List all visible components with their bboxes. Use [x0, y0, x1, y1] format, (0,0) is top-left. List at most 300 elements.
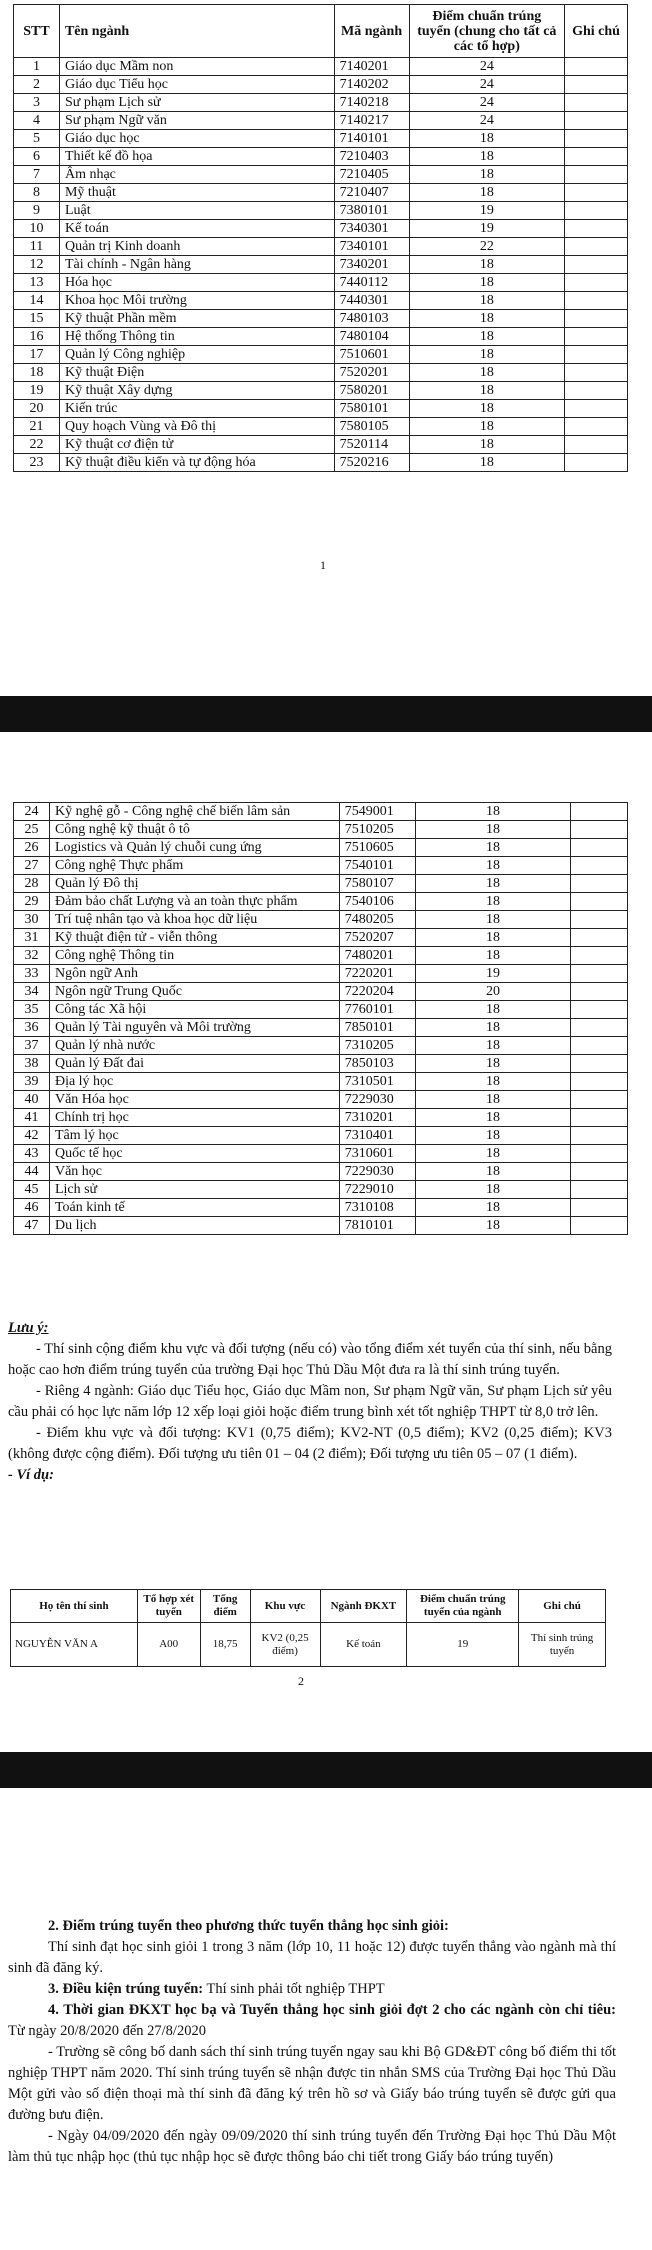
cell-stt: 16 — [14, 328, 60, 346]
cell-note — [571, 1163, 628, 1181]
cell-stt: 17 — [14, 346, 60, 364]
cell-stt: 27 — [14, 857, 50, 875]
table-row — [14, 112, 628, 130]
table-row — [14, 436, 628, 454]
cell-score: 18 — [409, 130, 565, 148]
cell-score: 18 — [409, 184, 565, 202]
cell-stt: 19 — [14, 382, 60, 400]
col-header-name: Tên ngành — [59, 5, 334, 58]
cell-code: 7210403 — [334, 148, 409, 166]
cell-score: 24 — [409, 94, 565, 112]
table-row — [14, 1055, 628, 1073]
cell-score: 18 — [415, 911, 570, 929]
table-row — [14, 1163, 628, 1181]
cell-code: 7520207 — [339, 929, 415, 947]
table-row — [14, 58, 628, 76]
table-row — [14, 364, 628, 382]
cell-score: 18 — [415, 1037, 570, 1055]
example-col-header: Khu vực — [250, 1590, 320, 1623]
example-cell: NGUYỄN VĂN A — [11, 1623, 138, 1667]
example-col-header: Ghi chú — [519, 1590, 606, 1623]
cell-score: 24 — [409, 112, 565, 130]
cell-name: Quản lý nhà nước — [49, 1037, 339, 1055]
table-row — [14, 76, 628, 94]
cell-score: 18 — [409, 148, 565, 166]
cell-note — [571, 1001, 628, 1019]
cell-code: 7580201 — [334, 382, 409, 400]
table-row — [14, 454, 628, 472]
cell-code: 7340201 — [334, 256, 409, 274]
cell-note — [565, 310, 628, 328]
note-paragraph: - Riêng 4 ngành: Giáo dục Tiểu học, Giáo dục Mầm non, Sư phạm Ngữ văn, Sư phạm Lịch sử yêu cầu phải có học lực năm lớp 12 xếp loại giỏi hoặc điểm trung bình xét tốt nghiệp THPT từ 8,0 trở lên. — [8, 1383, 612, 1420]
cell-name: Khoa học Môi trường — [59, 292, 334, 310]
cell-name: Quốc tế học — [49, 1145, 339, 1163]
cell-note — [571, 857, 628, 875]
cell-name: Ngôn ngữ Anh — [49, 965, 339, 983]
cell-name: Kỹ thuật điện tử - viễn thông — [49, 929, 339, 947]
cell-stt: 39 — [14, 1073, 50, 1091]
cell-code: 7540101 — [339, 857, 415, 875]
cell-score: 18 — [409, 364, 565, 382]
table-row — [14, 1127, 628, 1145]
cell-score: 24 — [409, 58, 565, 76]
cell-stt: 24 — [14, 803, 50, 821]
cell-note — [565, 184, 628, 202]
cell-score: 18 — [415, 1181, 570, 1199]
cell-score: 18 — [409, 310, 565, 328]
cell-code: 7310401 — [339, 1127, 415, 1145]
cell-note — [565, 238, 628, 256]
cell-score: 19 — [409, 202, 565, 220]
cell-score: 18 — [415, 839, 570, 857]
cell-stt: 36 — [14, 1019, 50, 1037]
cell-score: 18 — [409, 454, 565, 472]
notes-heading: Lưu ý: — [8, 1320, 49, 1336]
cell-name: Sư phạm Ngữ văn — [59, 112, 334, 130]
col-header-stt: STT — [14, 5, 60, 58]
cell-stt: 32 — [14, 947, 50, 965]
cell-stt: 1 — [14, 58, 60, 76]
cell-score: 18 — [415, 893, 570, 911]
cell-code: 7850103 — [339, 1055, 415, 1073]
cell-note — [565, 418, 628, 436]
cell-score: 18 — [415, 875, 570, 893]
cell-name: Luật — [59, 202, 334, 220]
admission-table-2 — [13, 802, 628, 1235]
cell-stt: 45 — [14, 1181, 50, 1199]
page-number: 1 — [320, 558, 326, 572]
cell-name: Quản lý Đất đai — [49, 1055, 339, 1073]
cell-score: 18 — [415, 929, 570, 947]
table-row — [14, 983, 628, 1001]
cell-code: 7520201 — [334, 364, 409, 382]
cell-note — [565, 382, 628, 400]
table-row — [14, 1073, 628, 1091]
cell-stt: 10 — [14, 220, 60, 238]
table-row — [14, 274, 628, 292]
section-paragraph: - Ngày 04/09/2020 đến ngày 09/09/2020 thí sinh trúng tuyển đến Trường Đại học Thủ Dầu Một làm thủ tục nhập học (thủ tục nhập học sẽ được thông báo chi tiết trong Giấy báo trúng tuyển) — [8, 2128, 616, 2165]
cell-score: 18 — [415, 1091, 570, 1109]
table-row — [14, 202, 628, 220]
cell-name: Văn học — [49, 1163, 339, 1181]
cell-score: 18 — [415, 1163, 570, 1181]
cell-name: Công nghệ Thực phẩm — [49, 857, 339, 875]
cell-note — [565, 328, 628, 346]
section-paragraph: Thí sinh đạt học sinh giỏi 1 trong 3 năm (lớp 10, 11 hoặc 12) được tuyển thẳng vào ngành mà thí sinh đã đăng ký. — [8, 1939, 616, 1976]
cell-score: 18 — [409, 400, 565, 418]
cell-code: 7580107 — [339, 875, 415, 893]
table-row — [14, 1199, 628, 1217]
cell-note — [571, 1127, 628, 1145]
cell-code: 7510605 — [339, 839, 415, 857]
cell-note — [571, 1181, 628, 1199]
col-header-note: Ghi chú — [565, 5, 628, 58]
cell-note — [571, 1217, 628, 1235]
cell-name: Hệ thống Thông tin — [59, 328, 334, 346]
cell-stt: 3 — [14, 94, 60, 112]
section-heading: 2. Điểm trúng tuyển theo phương thức tuyển thẳng học sinh giỏi: — [48, 1918, 449, 1934]
cell-name: Đảm bảo chất Lượng và an toàn thực phẩm — [49, 893, 339, 911]
cell-stt: 25 — [14, 821, 50, 839]
example-col-header: Ngành ĐKXT — [320, 1590, 407, 1623]
section-heading: 4. Thời gian ĐKXT học bạ và Tuyển thẳng học sinh giỏi đợt 2 cho các ngành còn chỉ tiêu: — [48, 2002, 616, 2018]
cell-score: 18 — [415, 1001, 570, 1019]
example-cell: Kế toán — [320, 1623, 407, 1667]
cell-code: 7520114 — [334, 436, 409, 454]
cell-stt: 38 — [14, 1055, 50, 1073]
cell-code: 7520216 — [334, 454, 409, 472]
example-cell: 19 — [407, 1623, 519, 1667]
document-page-1 — [0, 0, 652, 696]
cell-code: 7310601 — [339, 1145, 415, 1163]
cell-code: 7229030 — [339, 1163, 415, 1181]
cell-code: 7220201 — [339, 965, 415, 983]
cell-score: 18 — [415, 1055, 570, 1073]
table-row — [14, 130, 628, 148]
table-row — [14, 310, 628, 328]
cell-note — [565, 202, 628, 220]
cell-code: 7229010 — [339, 1181, 415, 1199]
page-separator — [0, 1752, 652, 1788]
cell-stt: 23 — [14, 454, 60, 472]
section-heading: 3. Điều kiện trúng tuyển: — [48, 1981, 204, 1997]
cell-score: 18 — [415, 1145, 570, 1163]
cell-code: 7310501 — [339, 1073, 415, 1091]
cell-note — [571, 1109, 628, 1127]
cell-note — [571, 893, 628, 911]
cell-note — [571, 1019, 628, 1037]
cell-note — [565, 166, 628, 184]
table-row — [14, 1091, 628, 1109]
cell-stt: 34 — [14, 983, 50, 1001]
col-header-score: Điểm chuẩn trúng tuyển (chung cho tất cả các tổ hợp) — [409, 5, 565, 58]
section-text: Thí sinh phải tốt nghiệp THPT — [203, 1981, 385, 1997]
cell-note — [571, 1073, 628, 1091]
cell-stt: 15 — [14, 310, 60, 328]
cell-name: Tâm lý học — [49, 1127, 339, 1145]
cell-stt: 31 — [14, 929, 50, 947]
cell-name: Lịch sử — [49, 1181, 339, 1199]
table-row — [14, 947, 628, 965]
cell-name: Công nghệ Thông tin — [49, 947, 339, 965]
admission-table-1 — [13, 4, 628, 472]
example-col-header: Tổng điểm — [200, 1590, 250, 1623]
table-row — [14, 911, 628, 929]
cell-stt: 44 — [14, 1163, 50, 1181]
example-cell: 18,75 — [200, 1623, 250, 1667]
cell-note — [571, 839, 628, 857]
example-col-header: Tổ hợp xét tuyển — [137, 1590, 200, 1623]
cell-name: Giáo dục học — [59, 130, 334, 148]
cell-score: 19 — [415, 965, 570, 983]
cell-stt: 13 — [14, 274, 60, 292]
cell-name: Địa lý học — [49, 1073, 339, 1091]
cell-stt: 33 — [14, 965, 50, 983]
table-row — [14, 328, 628, 346]
cell-code: 7310205 — [339, 1037, 415, 1055]
table-row — [14, 965, 628, 983]
table-row — [14, 1001, 628, 1019]
table-row — [14, 148, 628, 166]
cell-note — [565, 364, 628, 382]
table-row — [14, 839, 628, 857]
table-row — [14, 821, 628, 839]
cell-code: 7340301 — [334, 220, 409, 238]
cell-score: 18 — [409, 328, 565, 346]
cell-name: Văn Hóa học — [49, 1091, 339, 1109]
cell-name: Quản trị Kinh doanh — [59, 238, 334, 256]
cell-note — [565, 436, 628, 454]
cell-note — [571, 1055, 628, 1073]
cell-stt: 22 — [14, 436, 60, 454]
cell-note — [571, 983, 628, 1001]
cell-name: Kế toán — [59, 220, 334, 238]
cell-stt: 37 — [14, 1037, 50, 1055]
cell-name: Sư phạm Lịch sử — [59, 94, 334, 112]
example-col-header: Họ tên thí sinh — [11, 1590, 138, 1623]
cell-score: 18 — [415, 1199, 570, 1217]
table-row — [14, 1217, 628, 1235]
cell-code: 7310108 — [339, 1199, 415, 1217]
cell-score: 22 — [409, 238, 565, 256]
page-number: 2 — [298, 1674, 304, 1688]
cell-score: 24 — [409, 76, 565, 94]
cell-score: 18 — [409, 418, 565, 436]
cell-code: 7210407 — [334, 184, 409, 202]
cell-name: Quy hoạch Vùng và Đô thị — [59, 418, 334, 436]
notes-block — [8, 1318, 612, 1486]
cell-score: 18 — [409, 292, 565, 310]
cell-stt: 6 — [14, 148, 60, 166]
cell-score: 18 — [415, 1127, 570, 1145]
cell-note — [565, 292, 628, 310]
cell-code: 7380101 — [334, 202, 409, 220]
cell-name: Công nghệ kỹ thuật ô tô — [49, 821, 339, 839]
cell-name: Công tác Xã hội — [49, 1001, 339, 1019]
table-row — [14, 1145, 628, 1163]
cell-code: 7140217 — [334, 112, 409, 130]
cell-note — [571, 1199, 628, 1217]
cell-score: 18 — [415, 1073, 570, 1091]
example-cell: A00 — [137, 1623, 200, 1667]
table-row — [14, 292, 628, 310]
cell-score: 18 — [415, 1109, 570, 1127]
cell-score: 18 — [409, 436, 565, 454]
table-row — [14, 929, 628, 947]
cell-name: Giáo dục Tiểu học — [59, 76, 334, 94]
cell-name: Giáo dục Mầm non — [59, 58, 334, 76]
example-cell: Thí sinh trúng tuyển — [519, 1623, 606, 1667]
cell-note — [565, 256, 628, 274]
cell-note — [565, 58, 628, 76]
cell-stt: 47 — [14, 1217, 50, 1235]
cell-note — [565, 130, 628, 148]
table-row — [14, 857, 628, 875]
cell-name: Kỹ nghệ gỗ - Công nghệ chế biến lâm sản — [49, 803, 339, 821]
cell-note — [571, 821, 628, 839]
cell-code: 7549001 — [339, 803, 415, 821]
cell-name: Logistics và Quản lý chuỗi cung ứng — [49, 839, 339, 857]
cell-score: 18 — [415, 1217, 570, 1235]
cell-stt: 11 — [14, 238, 60, 256]
cell-stt: 20 — [14, 400, 60, 418]
col-header-code: Mã ngành — [334, 5, 409, 58]
table-row — [14, 875, 628, 893]
cell-name: Kỹ thuật Điện — [59, 364, 334, 382]
cell-name: Trí tuệ nhân tạo và khoa học dữ liệu — [49, 911, 339, 929]
cell-stt: 8 — [14, 184, 60, 202]
cell-code: 7340101 — [334, 238, 409, 256]
cell-note — [571, 911, 628, 929]
cell-note — [571, 929, 628, 947]
cell-code: 7210405 — [334, 166, 409, 184]
cell-code: 7510601 — [334, 346, 409, 364]
cell-name: Quản lý Đô thị — [49, 875, 339, 893]
table-row — [14, 400, 628, 418]
table-row — [14, 94, 628, 112]
cell-name: Tài chính - Ngân hàng — [59, 256, 334, 274]
cell-code: 7229030 — [339, 1091, 415, 1109]
table-row — [14, 1109, 628, 1127]
cell-note — [565, 94, 628, 112]
table-row — [14, 238, 628, 256]
table-row — [14, 184, 628, 202]
cell-score: 18 — [415, 947, 570, 965]
cell-name: Thiết kế đồ họa — [59, 148, 334, 166]
cell-stt: 46 — [14, 1199, 50, 1217]
cell-score: 18 — [415, 857, 570, 875]
cell-stt: 7 — [14, 166, 60, 184]
cell-score: 19 — [409, 220, 565, 238]
cell-stt: 41 — [14, 1109, 50, 1127]
table-row — [14, 382, 628, 400]
cell-name: Âm nhạc — [59, 166, 334, 184]
cell-score: 18 — [409, 166, 565, 184]
table-row — [14, 893, 628, 911]
cell-name: Quản lý Tài nguyên và Môi trường — [49, 1019, 339, 1037]
cell-score: 18 — [409, 382, 565, 400]
cell-name: Kỹ thuật Phần mềm — [59, 310, 334, 328]
cell-code: 7850101 — [339, 1019, 415, 1037]
cell-note — [565, 148, 628, 166]
cell-score: 18 — [409, 274, 565, 292]
cell-note — [565, 220, 628, 238]
example-col-header: Điểm chuẩn trúng tuyển của ngành — [407, 1590, 519, 1623]
table-row — [14, 166, 628, 184]
cell-note — [565, 454, 628, 472]
cell-code: 7480201 — [339, 947, 415, 965]
cell-note — [565, 274, 628, 292]
cell-stt: 35 — [14, 1001, 50, 1019]
cell-stt: 18 — [14, 364, 60, 382]
cell-stt: 30 — [14, 911, 50, 929]
cell-stt: 28 — [14, 875, 50, 893]
cell-stt: 9 — [14, 202, 60, 220]
cell-stt: 14 — [14, 292, 60, 310]
cell-name: Hóa học — [59, 274, 334, 292]
document-page-2 — [0, 732, 652, 1752]
cell-stt: 42 — [14, 1127, 50, 1145]
cell-stt: 40 — [14, 1091, 50, 1109]
table-row — [14, 1181, 628, 1199]
table-row — [14, 803, 628, 821]
cell-score: 18 — [409, 346, 565, 364]
cell-name: Kỹ thuật Xây dựng — [59, 382, 334, 400]
cell-stt: 21 — [14, 418, 60, 436]
cell-note — [565, 112, 628, 130]
cell-note — [565, 76, 628, 94]
cell-code: 7580105 — [334, 418, 409, 436]
table-row — [14, 418, 628, 436]
cell-stt: 5 — [14, 130, 60, 148]
document-page-3 — [0, 1788, 652, 2250]
section-block — [8, 1916, 616, 2168]
cell-code: 7140201 — [334, 58, 409, 76]
cell-name: Ngôn ngữ Trung Quốc — [49, 983, 339, 1001]
cell-note — [571, 875, 628, 893]
cell-code: 7140202 — [334, 76, 409, 94]
table-row — [14, 1019, 628, 1037]
cell-note — [565, 400, 628, 418]
cell-name: Kỹ thuật cơ điện tử — [59, 436, 334, 454]
table-row — [14, 220, 628, 238]
cell-code: 7580101 — [334, 400, 409, 418]
cell-code: 7440112 — [334, 274, 409, 292]
cell-code: 7810101 — [339, 1217, 415, 1235]
cell-note — [571, 947, 628, 965]
example-heading: - Ví dụ: — [8, 1467, 54, 1483]
cell-code: 7480104 — [334, 328, 409, 346]
cell-stt: 43 — [14, 1145, 50, 1163]
cell-stt: 12 — [14, 256, 60, 274]
cell-code: 7140101 — [334, 130, 409, 148]
cell-name: Kỹ thuật điều kiển và tự động hóa — [59, 454, 334, 472]
cell-score: 18 — [415, 803, 570, 821]
table-row — [14, 1037, 628, 1055]
cell-stt: 4 — [14, 112, 60, 130]
cell-code: 7220204 — [339, 983, 415, 1001]
cell-code: 7760101 — [339, 1001, 415, 1019]
example-cell: KV2 (0,25 điểm) — [250, 1623, 320, 1667]
table-row — [14, 346, 628, 364]
cell-name: Quản lý Công nghiệp — [59, 346, 334, 364]
cell-name: Toán kinh tế — [49, 1199, 339, 1217]
cell-note — [571, 803, 628, 821]
cell-stt: 26 — [14, 839, 50, 857]
cell-name: Chính trị học — [49, 1109, 339, 1127]
cell-name: Mỹ thuật — [59, 184, 334, 202]
cell-note — [571, 1091, 628, 1109]
